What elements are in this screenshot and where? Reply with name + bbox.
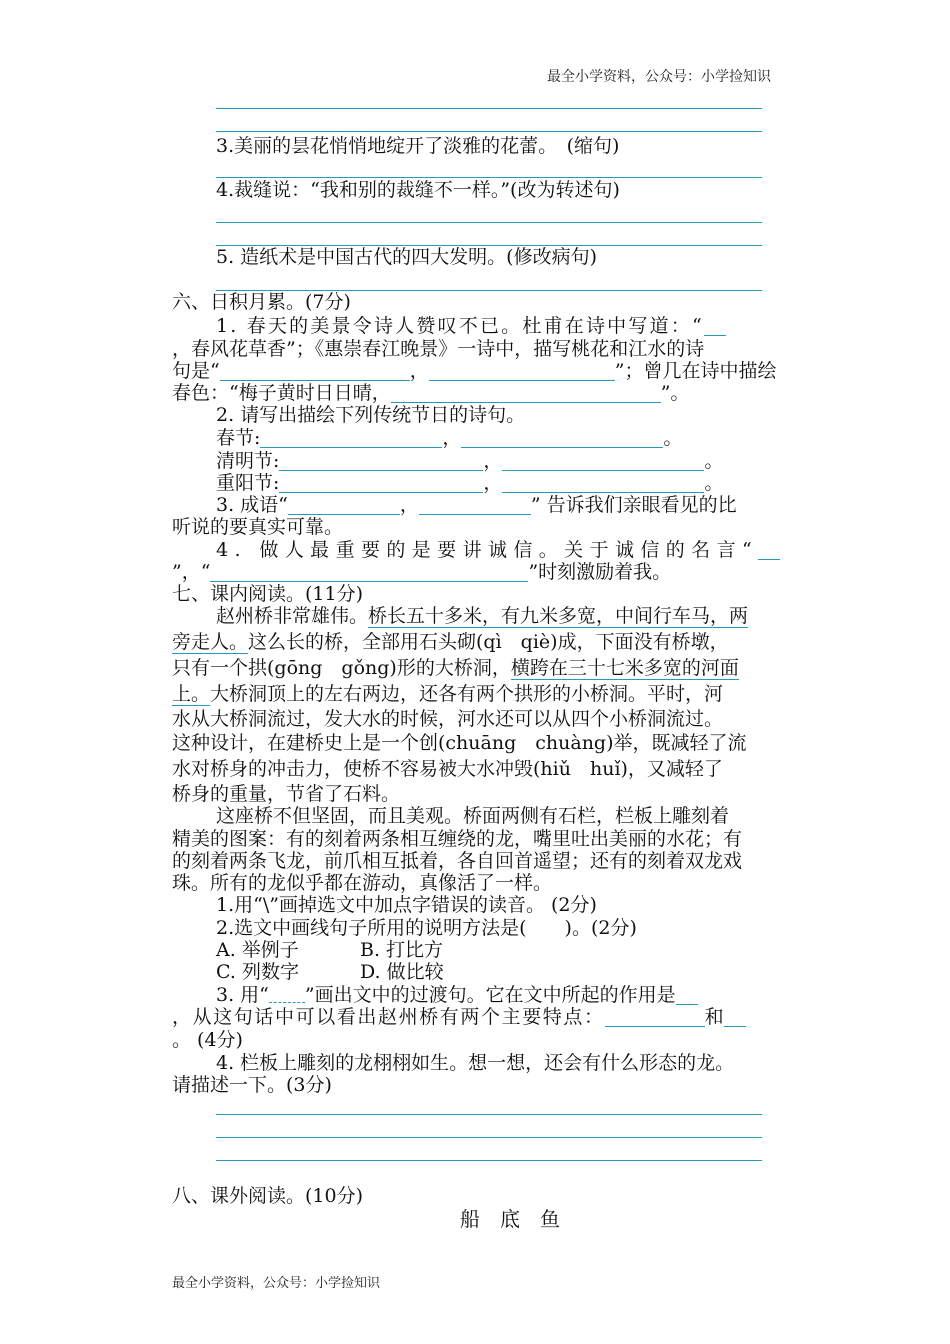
question-6-1-line1 xyxy=(216,314,726,338)
question-7-4-cont: 请描述一下。(3分) xyxy=(172,1074,332,1096)
question-7-3-cont xyxy=(172,1005,746,1029)
blank[interactable] xyxy=(724,1006,746,1027)
question-7-1: 1.用“\”画掉选文中加点字错误的读音。 (2分) xyxy=(216,894,597,916)
question-6-1-line2: ，春风花草香”；《惠崇春江晚景》一诗中，描写桃花和江水的诗 xyxy=(172,338,705,360)
underlined-sentence: 旁走人。 xyxy=(172,631,249,653)
festival-chongyang xyxy=(216,471,723,495)
question-5-3: 3.美丽的昙花悄悄地绽开了淡雅的花蕾。 (缩句) xyxy=(216,135,620,157)
blank[interactable] xyxy=(502,472,704,493)
q7-3-text-d: 和 xyxy=(704,1006,724,1028)
option-d[interactable]: D. 做比较 xyxy=(360,961,444,983)
option-a[interactable]: A. 举例子 xyxy=(216,939,299,961)
page-header: 最全小学资料，公众号：小学捡知识 xyxy=(547,69,771,85)
answer-line[interactable] xyxy=(216,1160,762,1161)
blank[interactable] xyxy=(429,360,615,381)
q6-1-text-c1: 句是“ xyxy=(172,360,220,382)
passage-line xyxy=(172,682,723,706)
question-7-3-cont2: 。 (4分) xyxy=(172,1029,243,1051)
answer-line[interactable] xyxy=(216,131,762,132)
q6-4-text-a: 4. 做人最重要的是要讲诚信。关于诚信的名言“ xyxy=(216,539,759,561)
blank[interactable] xyxy=(502,450,704,471)
q6-1-text-d1: 春色：“梅子黄时日日晴， xyxy=(172,382,391,404)
question-6-3-cont: 听说的要真实可靠。 xyxy=(172,516,344,538)
passage-line xyxy=(172,630,729,654)
passage-text: 这么长的桥，全部用石头砌(qì qiè)成，下面没有桥墩， xyxy=(248,631,729,653)
section-8-title: 八、课外阅读。(10分) xyxy=(172,1185,364,1207)
blank[interactable] xyxy=(391,382,661,403)
answer-line[interactable] xyxy=(216,108,762,109)
q6-1-text-a: 1. 春天的美景令诗人赞叹不已。杜甫在诗中写道：“ xyxy=(216,315,704,337)
question-5-5: 5. 造纸术是中国古代的四大发明。(修改病句) xyxy=(216,246,597,268)
passage-line: 珠。所有的龙似乎都在游动，真像活了一样。 xyxy=(172,872,553,894)
festival-chunjie xyxy=(216,426,682,450)
underlined-sentence: 横跨在三十七米多宽的河面 xyxy=(510,657,739,679)
blank[interactable] xyxy=(279,450,483,471)
answer-line[interactable] xyxy=(216,1137,762,1138)
period: 。 xyxy=(663,427,683,449)
question-6-3 xyxy=(216,493,737,517)
period: 。 xyxy=(704,472,724,494)
blank[interactable] xyxy=(676,984,698,1005)
blank[interactable] xyxy=(704,315,726,336)
passage-text: 只有一个拱(gōng gǒng)形的大桥洞， xyxy=(172,657,511,679)
dashed-line-sample xyxy=(269,984,305,1003)
q7-3-text-a: 3. 用“ xyxy=(216,984,269,1006)
section-6-title: 六、日积月累。(7分) xyxy=(172,291,351,313)
passage-text: 赵州桥非常雄伟。 xyxy=(216,605,369,627)
q6-1-text-c3: ”；曾几在诗中描绘 xyxy=(614,360,777,382)
blank[interactable] xyxy=(210,561,528,582)
q6-3-text-b: ， xyxy=(399,494,419,516)
q6-1-text-d2: ”。 xyxy=(660,382,690,404)
option-b[interactable]: B. 打比方 xyxy=(360,939,444,961)
q6-4-text-c: ”时刻激励着我。 xyxy=(528,561,672,583)
blank[interactable] xyxy=(605,1006,705,1027)
story-title: 船 底 鱼 xyxy=(460,1207,560,1231)
question-6-4-cont xyxy=(172,560,671,584)
passage-line: 水从大桥洞流过，发大水的时候，河水还可以从四个小桥洞流过。 xyxy=(172,708,724,730)
passage-line: 水对桥身的冲击力，使桥不容易被大水冲毁(hiǔ huǐ)，又减轻了 xyxy=(172,758,723,780)
underlined-sentence: 桥长五十多米，有九米多宽，中间行车马，两 xyxy=(368,605,749,627)
label-qingming: 清明节: xyxy=(216,450,280,472)
passage-line: 桥身的重量，节省了石料。 xyxy=(172,783,401,805)
question-7-3 xyxy=(216,983,698,1007)
option-c[interactable]: C. 列数字 xyxy=(216,961,299,983)
q7-3-text-b: ”画出文中的过渡句。它在文中所起的作用是 xyxy=(304,984,676,1006)
passage-line: 精美的图案：有的刻着两条相互缠绕的龙，嘴里吐出美丽的水花；有 xyxy=(172,828,743,850)
q6-3-text-a: 3. 成语“ xyxy=(216,494,288,516)
page-footer: 最全小学资料，公众号：小学捡知识 xyxy=(172,1276,381,1291)
passage-line: 这种设计，在建桥史上是一个创(chuāng chuàng)举，既减轻了流 xyxy=(172,732,747,754)
comma: ， xyxy=(483,472,503,494)
blank[interactable] xyxy=(260,427,442,448)
passage-text: 大桥洞顶上的左右两边，还各有两个拱形的小桥洞。平时，河 xyxy=(210,683,724,705)
blank[interactable] xyxy=(279,472,483,493)
question-6-1-line3 xyxy=(172,359,776,383)
question-6-2: 2. 请写出描绘下列传统节日的诗句。 xyxy=(216,404,526,426)
label-chongyang: 重阳节: xyxy=(216,472,280,494)
question-7-2: 2.选文中画线句子所用的说明方法是( )。(2分) xyxy=(216,917,637,939)
passage-line xyxy=(172,656,739,680)
section-7-title: 七、课内阅读。(11分) xyxy=(172,583,364,605)
passage-line xyxy=(216,604,748,628)
question-5-4: 4.裁缝说：“我和别的裁缝不一样。”(改为转述句) xyxy=(216,179,620,201)
question-7-4: 4. 栏板上雕刻的龙栩栩如生。想一想，还会有什么形态的龙。 xyxy=(216,1052,735,1074)
comma: ， xyxy=(442,427,462,449)
period: 。 xyxy=(704,450,724,472)
blank[interactable] xyxy=(461,427,663,448)
q7-3-text-c: ，从这句话中可以看出赵州桥有两个主要特点： xyxy=(172,1006,605,1028)
passage-line: 这座桥不但坚固，而且美观。桥面两侧有石栏，栏板上雕刻着 xyxy=(216,805,730,827)
blank[interactable] xyxy=(288,494,400,515)
question-6-1-line4 xyxy=(172,381,689,405)
comma: ， xyxy=(483,450,503,472)
blank[interactable] xyxy=(419,494,531,515)
answer-line[interactable] xyxy=(216,1114,762,1115)
q6-1-text-c2: ， xyxy=(409,360,429,382)
festival-qingming xyxy=(216,449,723,473)
passage-line: 的刻着两条飞龙，前爪相互抵着，各自回首遥望；还有的刻着双龙戏 xyxy=(172,850,743,872)
q6-3-text-c: ” 告诉我们亲眼看见的比 xyxy=(530,494,737,516)
question-6-4 xyxy=(216,538,780,562)
label-chunjie: 春节: xyxy=(216,427,261,449)
q6-4-text-b: ”，“ xyxy=(172,561,211,583)
blank[interactable] xyxy=(758,539,780,560)
blank[interactable] xyxy=(220,360,410,381)
answer-line[interactable] xyxy=(216,222,762,223)
underlined-sentence: 上。 xyxy=(172,683,211,705)
